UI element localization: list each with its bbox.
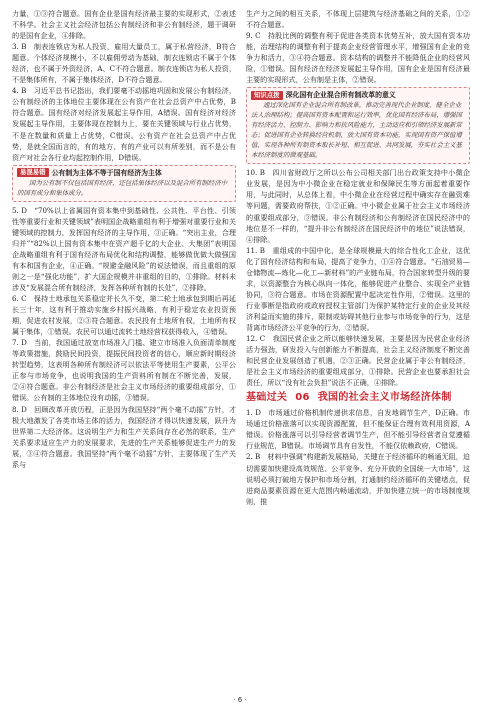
answer-paragraph: 生产力之间的相互关系，不体现上层建筑与经济基础之间的关系，①②不符合题意。 <box>246 9 470 30</box>
answer-paragraph: 3. B 制表连锁店为私人投资，雇用大量员工，属于私营经济，B符合题意。个体经济规模小，不以雇佣劳动为基础，制衣连锁店不属于个体经济，也不属于外资经济，A、C不符合题意。制衣连锁店为私人投资，不是集体所有，不属于集体经济，D不符合题意。 <box>12 42 236 85</box>
answer-paragraph: 6. C 保持土地承包关系稳定并长久不变，第二轮土地承包到期后再延长三十年，这有利于推动实施乡村振兴战略，有利于稳定农业投资预期，促进农村发展，②③符合题意。农民投有土地所有权，土地所有权属于集体，①错误。农民可以通过流转土地经营权获得收入，④错误。 <box>12 294 236 337</box>
answer-paragraph: 9. C 持股比例的调整有利于促进各类资本优势互补，放大国有资本功能，治理结构的调整有利于提高企业经营管理水平，增强国有企业的竞争力和活力，③④符合题意。资本结构的调整并不能降低企业的经营风险，①错误。国有经济在经济发展起主导作用，国有企业是国有经济最主要的实现形式，公有制是主体，②错误。 <box>246 31 470 85</box>
callout-title <box>17 168 231 178</box>
answer-paragraph: 12. C 我国民营企业之所以能够快速发展，主要是因为民营企业经济活力强劲，研发投入与创新能力不断提高，社会主义经济制度不断完善和民营企业发展创造了机遇，②③正确。民营企业属于非公有制经济，是社会主义市场经济的重要组成部分，①排除。民营企业也要承担社会责任，所以“没有社会负担”说法不正确，④排除。 <box>246 334 470 388</box>
answer-paragraph: 7. D 当前，我国通过放宽市场准入门槛、建立市场准入负面清单制度等政策措施，鼓励民间投资，提振民间投资者的信心，顺应新时期经济转型趋势，这表明各种所有制经济可以依法平等使用生产要素，公平公正参与市场竞争，也说明我国的生产资料所有制在不断完善，发展，②④符合题意。非公有制经济是社会主义市场经济的重要组成部分，①错误。公有制的主体地位没有动摇，③错误。 <box>12 338 236 403</box>
answer-paragraph: 8. D 回顾改革开放历程，正是因为我国坚持“两个毫不动摇”方针，才极大地激发了各类市场主体的活力，我国经济才得以快速发展，跃升为世界第二大经济体。这说明生产力和生产关系间存在必然的联系，生产关系要求适应生产力的发展要求，先进的生产关系能够促进生产力的发展，③④符合题意。我国坚持“两个毫不动摇”方针，主要体现了生产关系与 <box>12 404 236 469</box>
answer-paragraph: 11. B 重组成的中国中化，是全球规模最大的综合性化工企业，这优化了国有经济结构和布局，提高了竞争力，①④符合题意。“石油贸易—仓储物流—炼化—化工—新材料”的产业链布局，符合国家转型升级的要求，以资源整合为核心纵向一体化，能够促进产业整合、实现全产业链协同，③符合题意。市场在资源配置中起决定性作用，②错误。这里的行业事断是指政府或政府授权主管部门为保护某特定行业的企业及其经济利益而实施的排斥、限制或妨碍其他行业参与市场竞争的行为，这是背离市场经济公平竞争的行为，②错误。 <box>246 245 470 332</box>
section-title: 我国的社会主义市场经济体制 <box>317 392 452 404</box>
callout-title <box>251 90 465 100</box>
left-column <box>12 8 236 696</box>
callout-title-text: 公有制为主体不等于国有经济为主体 <box>51 168 162 177</box>
callout-tag: 易混易错 <box>17 168 49 177</box>
section-heading <box>246 391 470 405</box>
right-column <box>246 8 470 696</box>
page-number: · 6 · <box>233 696 247 704</box>
answer-paragraph: 10. B 四川省财政厅之所以公布公司相关部门出台政策支持中小微企业发展，是因为中小微企业在稳定就业和保障民生等方面起着重要作用，与此同时，从总体上看，中小微企业在经营过程中确实存在融资难等问题，需要政府帮扶，①②正确。中小微企业属于社会主义市场经济的重要组成部分，③错误。非公有制经济和公有制经济在国民经济中的地位是不一样的，“提升非公有制经济在国民经济中的地位”说法错误，④排除。 <box>246 168 470 244</box>
answer-paragraph: 4. B 习近平总书记指出，我们要毫不动摇地巩固和发展公有制经济，公有制经济的主体地位主要体现在公有资产在社会总资产中占优势，B符合题意。国有经济对经济发展起主导作用，A错误。国有经济对经济发展起主导作用，主要体现在控制力上，要在关键领域与行业占优势，不是在数量和质量上占优势，C错误。公有资产在社会总资产中占优势，是就全国而言的，有的地方、有的产业可以有所差别，而不是公有资产对社会各行业均起控制作用，D错误。 <box>12 86 236 162</box>
answer-paragraph: 1. D 市场通过价格机制传递供求信息，自发地调节生产，D正确。市场通过价格涨落可以实现资源配置，但不能保证合理有效利用资源，A错误。价格涨落可以引导经营者调节生产，但不能引导经营者自觉遵循行业规范，B错误。市场调节具有自发性，不能仅依赖政府，C错误。 <box>246 408 470 451</box>
callout-body: 通过深化国有企业混合所有制改革，推动完善现代企业制度，健全企业法人治理结构；提高国有资本配置和运行效率，优化国有经济布局，增强国有经济活力、控制力、影响力和抗风险能力，主动适应和引领经济发展新常态；促进国有企业转换经营机制，放大国有资本功能，实现国有资产保值增值，实现各种所有制资本取长补短、相互促进、共同发展，夯实社会主义基本经济制度的微观基础。 <box>251 101 462 160</box>
answer-paragraph: 2. B 材料中强调“构建新发展格局，关键在于经济循环的畅通无阻，迫切需要加快建设高效规范、公平竞争、充分开放的全国统一大市场”，这说明必须打破地方保护和市场分割，打通制约经济循环的关键堵点，促进商品要素资源在更大范围内畅通流动，并加快建立统一的市场制度规则，推 <box>246 452 470 506</box>
tip-callout <box>246 87 470 164</box>
section-label: 基础过关 <box>246 392 288 404</box>
answer-paragraph: 5. D “70%以上省属国有资本集中到基础性、公共性、平台性、引领性等重要行业和关键领域”表明国企战略重组有利于增强对重要行业和关键领域的控制力，发挥国有经济的主导作用，③正确。“突出主业，合理归并”“82%以上国有资本集中在资产超千亿的大企业、大集团”表明国企战略重组有利于国有经济布局优化和结构调整，能够做优做大做强国有本和国有企业，④正确。“规避金融风险”的说法错误，而且重组的原则之一是“强化功能”，扩大国企规模并非重组的目的，①排除。材料未涉及“发展混合所有制经济，发挥各种所有制的长处”，②排除。 <box>12 205 236 292</box>
section-number: 06 <box>295 392 310 404</box>
tip-callout <box>12 165 236 202</box>
page <box>12 8 470 696</box>
answer-paragraph: 力量，①③符合题意。国有企业是国有经济最主要的实现形式，②表述不科学。社会主义社会经济包括公有制经济和非公有制经济，题干调研的是国有企业，④排除。 <box>12 9 236 41</box>
callout-title-text: 深化国有企业混合所有制改革的意义 <box>285 91 396 100</box>
callout-body: 国为公有制不仅包括国有经济，还包括集体经济以及混合所有制经济中的国有成分和集体成分。 <box>17 178 228 197</box>
callout-tag: 知识点拨 <box>251 91 283 100</box>
